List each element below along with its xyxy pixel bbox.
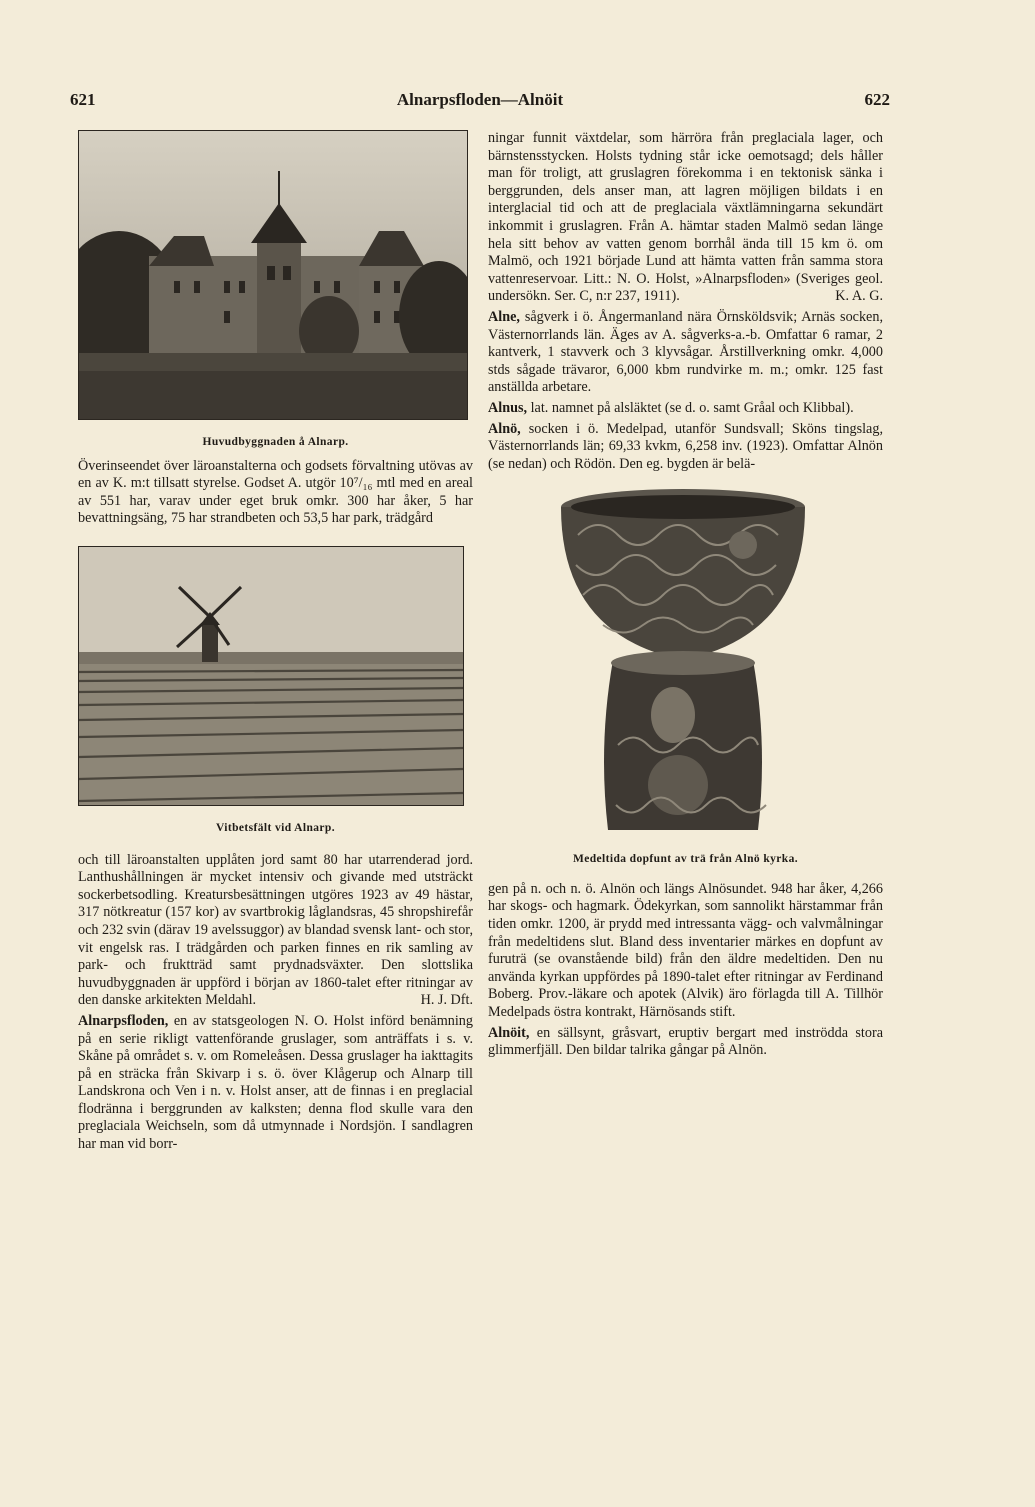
field-photo xyxy=(78,546,464,806)
entry-head-alnoit: Alnöit, xyxy=(488,1024,530,1041)
page-number-right: 622 xyxy=(864,90,890,109)
entry-head-alne: Alne, xyxy=(488,308,520,325)
field-figure xyxy=(78,546,473,838)
left-paragraph-2 xyxy=(78,852,473,1010)
page-number-left: 621 xyxy=(70,90,96,109)
font-photo xyxy=(488,485,883,845)
font-figure xyxy=(488,485,883,869)
castle-caption: Huvudbyggnaden å Alnarp. xyxy=(202,436,349,448)
entry-alnus xyxy=(488,400,883,418)
entry-head-alno: Alnö, xyxy=(488,420,521,437)
entry-body-alnoit: en sällsynt, gråsvart, eruptiv bergart med inströdda stora glimmerfjäll. Den bildar talrika gångar på Alnön. xyxy=(488,1024,883,1059)
left-column xyxy=(78,130,473,1157)
running-header xyxy=(70,90,890,114)
left-paragraph-1: Överinseendet över läroanstalterna och godsets förvaltning utövas av en av K. m:t tillsatt styrelse. Godset A. utgör 10⁷/₁₆ mtl med en areal av 551 har, varav under eget bruk omkr. 300 har åker, 5 har bevattningsäng, 75 har strandbeten och 53,5 har park, trädgård xyxy=(78,457,473,527)
left-paragraph-3 xyxy=(78,1013,473,1154)
running-title: Alnarpsfloden—Alnöit xyxy=(396,90,564,109)
entry-body-alno: socken i ö. Medelpad, utanför Sundsvall; Sköns tingslag, Västernorrlands län; 69,33 kvkm, 6,258 inv. (1923). Omfattar Alnön (se nedan) och Rödön. Den eg. bygden är belä- xyxy=(488,420,883,472)
font-caption: Medeltida dopfunt av trä från Alnö kyrka. xyxy=(572,853,798,866)
entry-alne xyxy=(488,309,883,397)
entry-alnoit xyxy=(488,1025,883,1060)
entry-head-alnus: Alnus, xyxy=(488,399,528,416)
right-paragraph-1 xyxy=(488,130,883,306)
right-paragraph-1-signature: K. A. G. xyxy=(835,288,883,305)
entry-body-alnarpsfloden: en av statsgeologen N. O. Holst införd benämning på en serie rikligt vattenförande gruslager, som anträffats i s. v. Skåne på området s. v. om Romeleåsen. Dessa gruslager ha iakttagits på en sträcka från Skivarp i s. ö. över Klågerup och Alnarp till Landskrona och Ven i n. v. Holst anser, att de finnas i en preglacial flodränna i berggrunden av kalksten; denna flod skulle vara den preglaciala Weichseln, som då utmynnade i Nordsjön. I sandlagren har man vid borr- xyxy=(78,1012,473,1153)
castle-figure xyxy=(78,130,473,452)
field-caption: Vitbetsfält vid Alnarp. xyxy=(216,821,335,834)
entry-body-alne: sågverk i ö. Ångermanland nära Örnsköldsvik; Arnäs socken, Västernorrlands län. Äges av A. sågverks-a.-b. Omfattar 6 ramar, 2 kantverk, 1 stavverk och 3 klyvsågar. Årstillverkning omkr. 4,000 stds sågade trävaror, 6,000 kbm rundvirke m. m.; omkr. 125 fast anställda arbetare. xyxy=(488,308,883,396)
right-paragraph-alno-cont: gen på n. och n. ö. Alnön och längs Alnösundet. 948 har åker, 4,266 har skogs- och hagmark. Ödekyrkan, som sannolikt härstammar från tiden omkr. 1200, är prydd med intressanta vägg- och valvmålningar från medeltidens slut. Bland dess inventarier märkes en dopfunt av furuträ (se ovanstående bild) från den äldre medeltiden. Den nu använda kyrkan uppfördes på 1890-talet efter ritningar av Ferdinand Boberg. Prov.-läkare och apotek (Alvik) äro förlagda till A. Tillhör Medelpads östra kontrakt, Härnösands stift. xyxy=(488,880,883,1021)
entry-body-alnus: lat. namnet på alsläktet (se d. o. samt Gråal och Klibbal). xyxy=(527,399,854,416)
left-paragraph-2-signature: H. J. Dft. xyxy=(420,992,473,1009)
right-paragraph-1-text: ningar funnit växtdelar, som härröra från preglaciala lager, och bärnstensstycken. Holsts tydning står icke oemotsagd; dels håller man för troligt, att gruslagren förekomma i en tektonisk sänka i berggrunden, dels anser man, att lagren möjligen bildats i en interglacial tid och att de preglaciala växtlämningarna sekundärt inkommit i gruslagren. Från A. hämtar staden Malmö sedan länge hela sitt behov av vatten genom borrhål ända till 15 km ö. om Malmö, och 1921 började Lund att hämta vatten från samma stora vattenreservoar. Litt.: N. O. Holst, »Alnarpsfloden» (Sveriges geol. undersökn. Ser. C, n:r 237, 1911). xyxy=(488,130,883,305)
right-column xyxy=(488,130,883,1063)
entry-alno xyxy=(488,421,883,474)
castle-photo xyxy=(78,130,468,420)
entry-head-alnarpsfloden: Alnarpsfloden, xyxy=(78,1012,169,1029)
left-paragraph-2-text: och till läroanstalten upplåten jord samt 80 har utarrenderad jord. Lanthushållningen är mycket intensiv och givande med utsträckt sockerbetsodling. Kreatursbesättningen utgöres 1923 av 49 hästar, 317 nötkreatur (157 kor) av svartbrokig låglandsras, 45 shropshirefår och 232 svin (därav 19 avelssuggor) av blandad svensk lant- och stor, vit engelsk ras. I trädgården och parken finnes en rik samling av park- och fruktträd samt prydnadsväxter. Den slottslika huvudbyggnaden är uppförd i början av 1860-talet efter ritningar av den danske arkitekten Meldahl. xyxy=(78,851,474,1009)
